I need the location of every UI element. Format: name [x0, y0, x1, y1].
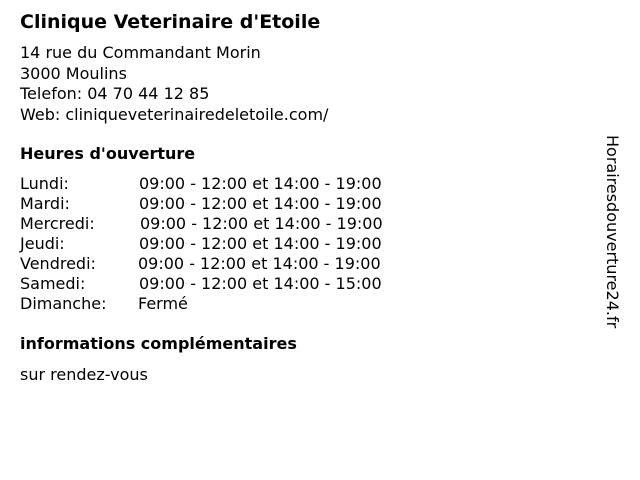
- time-range: 09:00 - 12:00 et 14:00 - 19:00: [139, 194, 382, 213]
- day-label: Jeudi:: [20, 234, 65, 253]
- time-range: Fermé: [138, 294, 188, 313]
- page-title: Clinique Veterinaire d'Etoile: [20, 11, 321, 33]
- time-range: 09:00 - 12:00 et 14:00 - 19:00: [138, 254, 381, 273]
- address-block: [20, 43, 328, 125]
- phone-number: Telefon: 04 70 44 12 85: [20, 84, 210, 103]
- day-label: Lundi:: [20, 174, 69, 193]
- city-postcode: 3000 Moulins: [20, 63, 127, 83]
- opening-hours-heading: Heures d'ouverture: [20, 144, 196, 163]
- additional-info-text: sur rendez-vous: [20, 365, 148, 384]
- time-range: 09:00 - 12:00 et 14:00 - 19:00: [139, 174, 382, 193]
- day-label: Mercredi:: [20, 214, 95, 233]
- day-label: Vendredi:: [20, 254, 96, 273]
- additional-info-heading: informations complémentaires: [20, 334, 297, 353]
- time-range: 09:00 - 12:00 et 14:00 - 19:00: [139, 234, 382, 253]
- time-range: 09:00 - 12:00 et 14:00 - 15:00: [139, 274, 382, 293]
- day-label: Dimanche:: [20, 294, 107, 313]
- day-label: Mardi:: [20, 194, 70, 213]
- day-label: Samedi:: [20, 274, 86, 293]
- website: Web: cliniqueveterinairedeletoile.com/: [20, 104, 329, 124]
- time-range: 09:00 - 12:00 et 14:00 - 19:00: [140, 214, 383, 233]
- street-address: 14 rue du Commandant Morin: [20, 43, 261, 62]
- site-watermark: Horairesdouverture24.fr: [603, 135, 622, 329]
